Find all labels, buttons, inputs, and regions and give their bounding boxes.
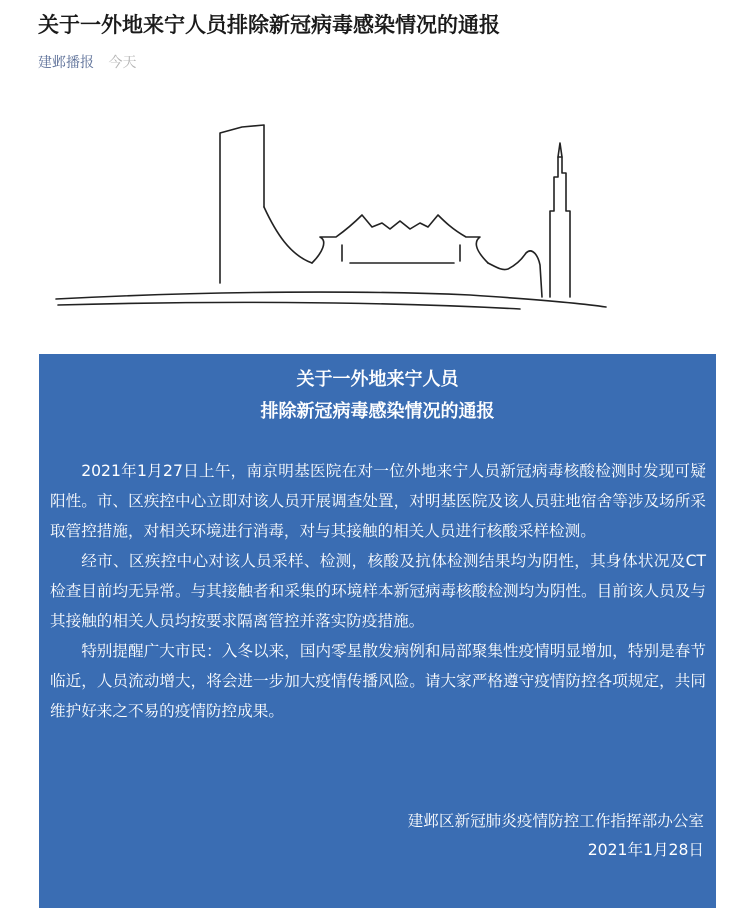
article-meta	[38, 53, 136, 73]
notice-title-line-1: 关于一外地来宁人员	[296, 369, 459, 390]
signature-date: 2021年1月28日	[587, 841, 704, 859]
notice-body	[50, 456, 706, 726]
notice-title	[39, 364, 716, 428]
notice-card	[39, 354, 716, 908]
account-name-link[interactable]: 建邺播报	[38, 55, 94, 71]
notice-paragraph: 2021年1月27日上午，南京明基医院在对一位外地来宁人员新冠病毒核酸检测时发现可疑阳性。市、区疾控中心立即对该人员开展调查处置，对明基医院及该人员驻地宿舍等涉及场所采取管控措施，对相关环境进行消毒，对与其接触的相关人员进行核酸采样检测。	[50, 462, 706, 540]
publish-date: 今天	[108, 55, 137, 71]
city-skyline-icon	[50, 115, 610, 320]
notice-title-line-2: 排除新冠病毒感染情况的通报	[260, 401, 495, 422]
article-title: 关于一外地来宁人员排除新冠病毒感染情况的通报	[38, 13, 500, 37]
signature-organization: 建邺区新冠肺炎疫情防控工作指挥部办公室	[407, 812, 704, 830]
notice-signature	[408, 807, 704, 865]
notice-paragraph: 特别提醒广大市民：入冬以来，国内零星散发病例和局部聚集性疫情明显增加，特别是春节临近，人员流动增大，将会进一步加大疫情传播风险。请大家严格遵守疫情防控各项规定，共同维护好来之不易的疫情防控成果。	[50, 642, 706, 720]
notice-paragraph: 经市、区疾控中心对该人员采样、检测，核酸及抗体检测结果均为阴性，其身体状况及CT检查目前均无异常。与其接触者和采集的环境样本新冠病毒核酸检测均为阴性。目前该人员及与其接触的相关人员均按要求隔离管控并落实防疫措施。	[50, 552, 706, 630]
